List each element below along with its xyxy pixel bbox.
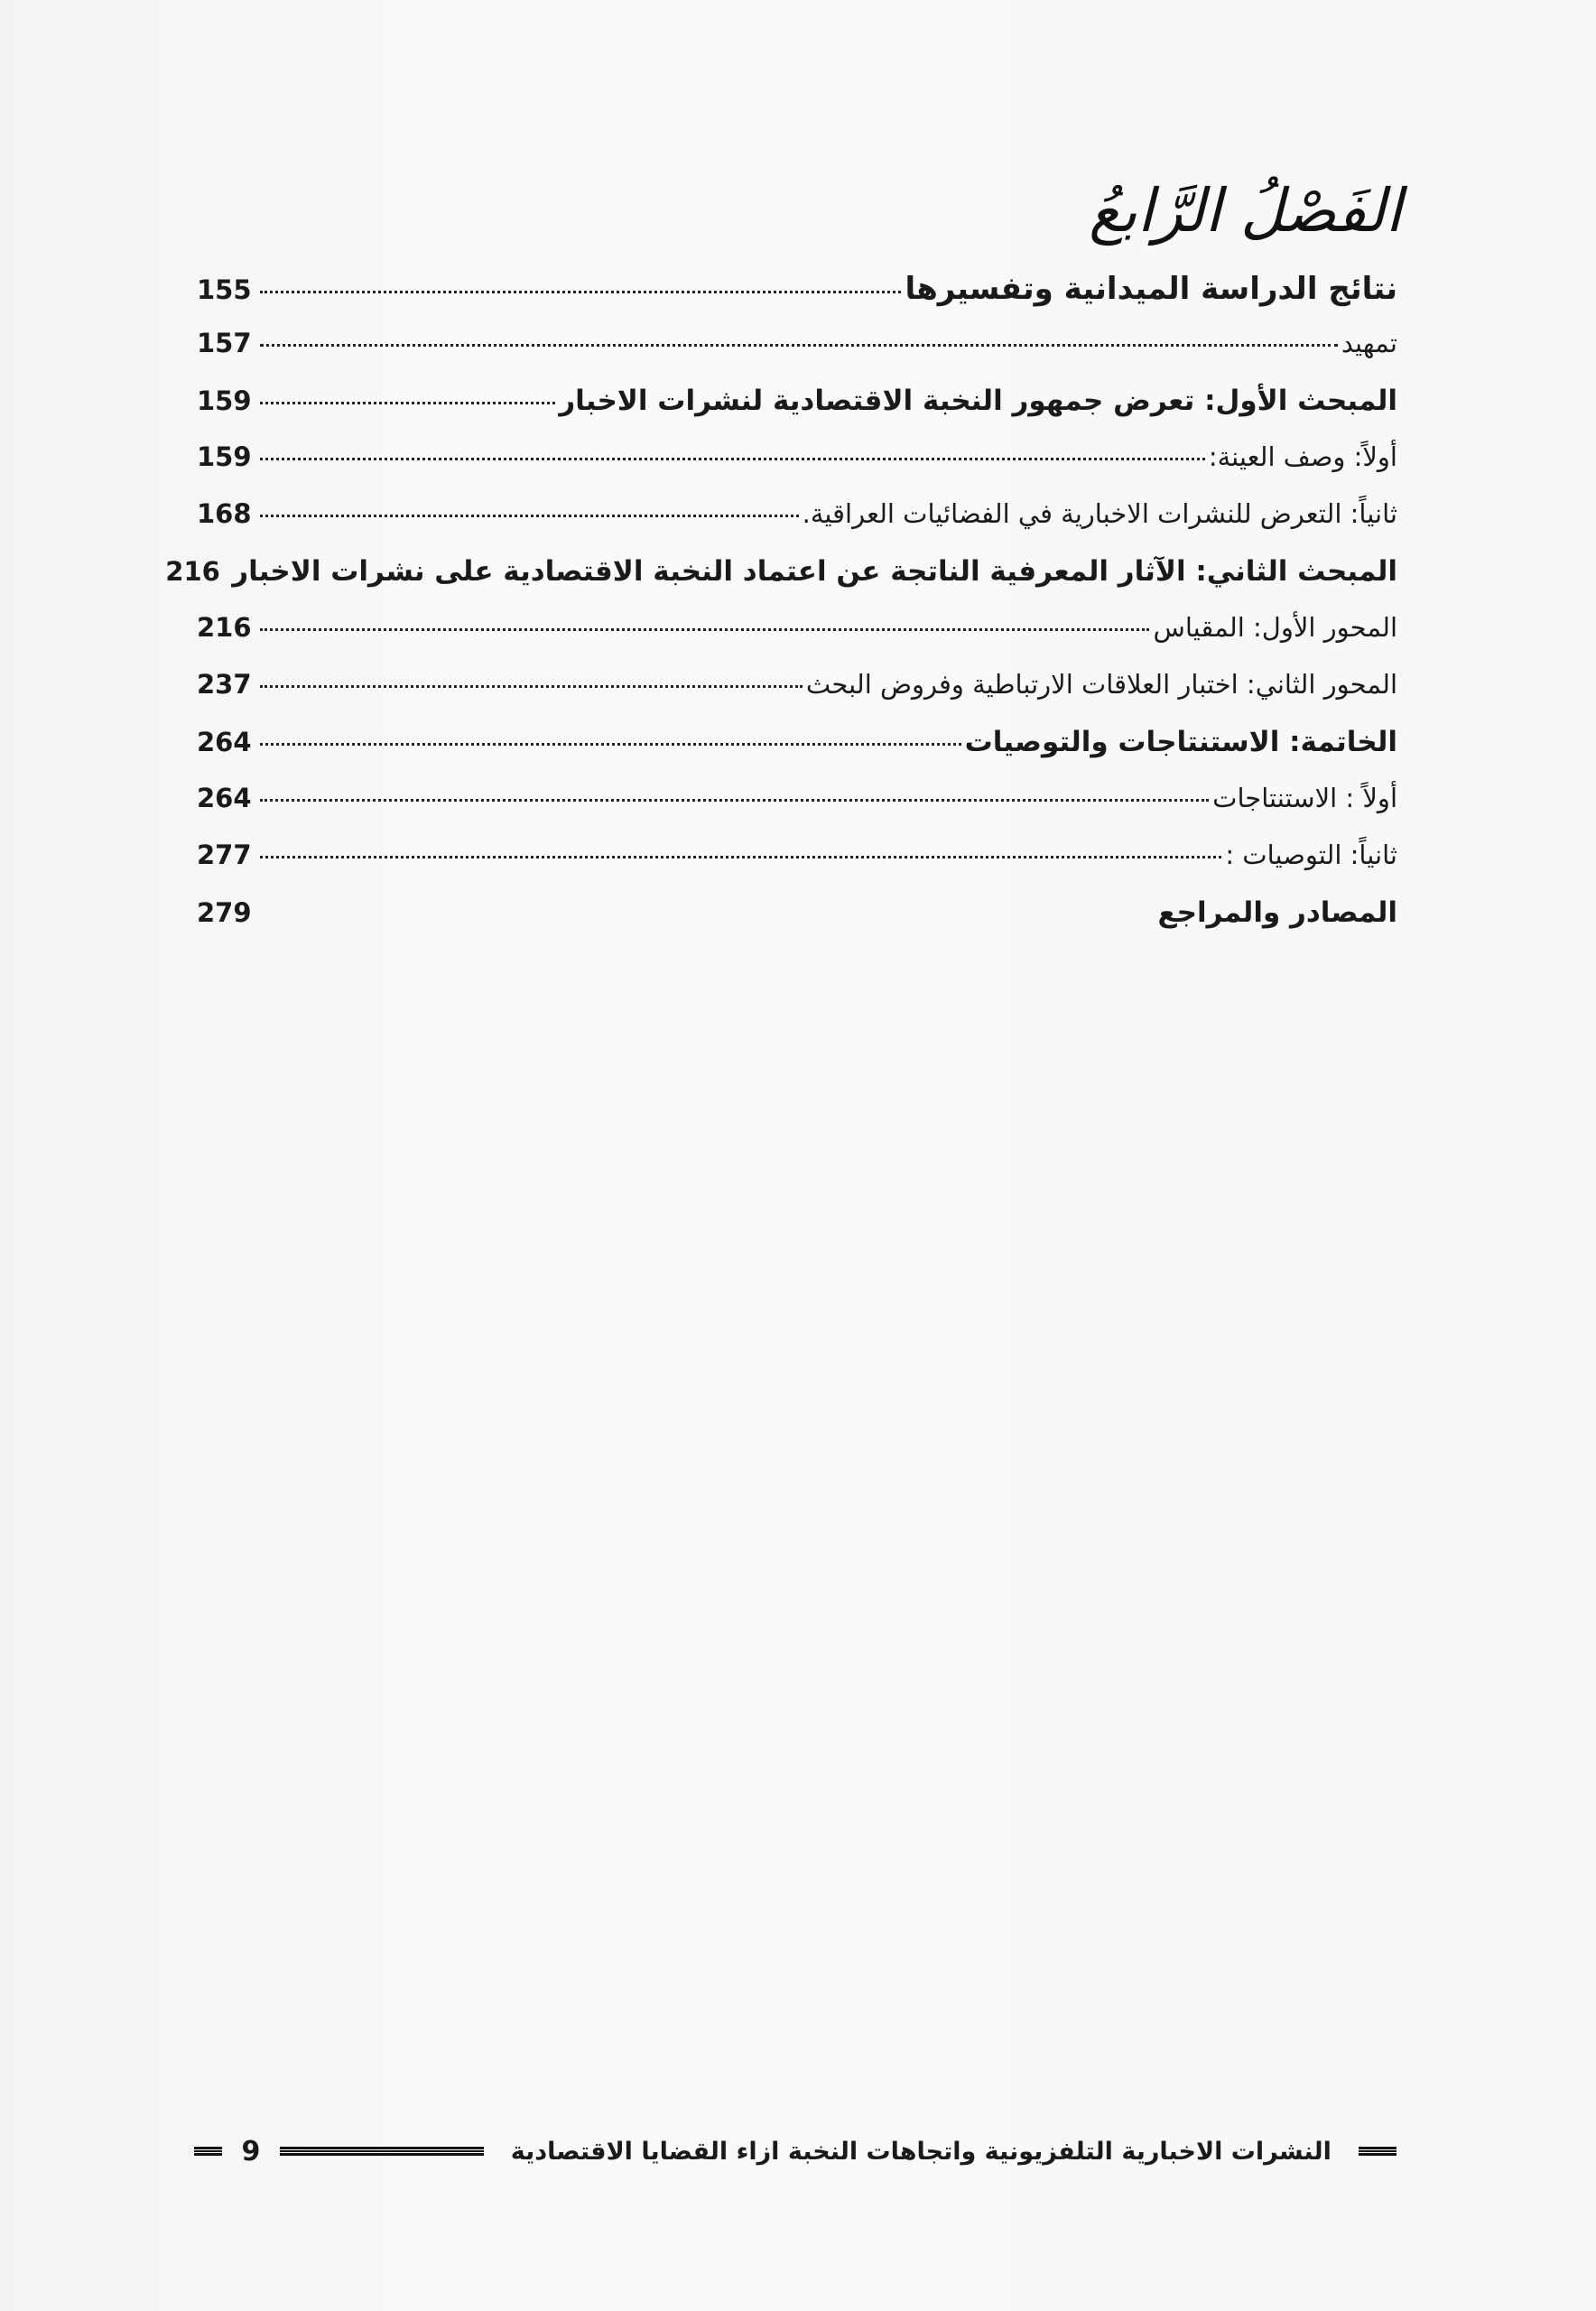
dot-leader xyxy=(260,628,1149,631)
toc-entry-page: 157 xyxy=(197,328,252,358)
toc-entry-title: أولاً : الاستنتاجات xyxy=(1212,783,1397,813)
table-of-contents xyxy=(165,271,1397,953)
toc-entry xyxy=(197,669,1397,726)
dot-leader xyxy=(260,291,901,293)
footer-book-title: النشرات الاخبارية التلفزيونية واتجاهات النخبة ازاء القضايا الاقتصادية xyxy=(510,2137,1332,2166)
footer-page-number: 9 xyxy=(241,2135,261,2167)
toc-entry-page: 159 xyxy=(197,441,252,472)
toc-entry-title: نتائج الدراسة الميدانية وتفسيرها xyxy=(905,271,1397,307)
toc-entry xyxy=(197,726,1397,783)
footer-rule-middle xyxy=(280,2147,483,2156)
toc-entry-page: 237 xyxy=(197,669,252,700)
toc-entry-title: المصادر والمراجع xyxy=(1157,896,1397,929)
page-footer xyxy=(194,2129,1396,2174)
dot-leader xyxy=(260,685,803,688)
toc-entry-title: ثانياً: التوصيات : xyxy=(1225,840,1397,870)
dot-leader xyxy=(260,344,1338,347)
dot-leader xyxy=(260,458,1205,460)
toc-entry-title: أولاً: وصف العينة: xyxy=(1208,441,1397,472)
toc-entry-title: تمهيد xyxy=(1341,328,1397,358)
dot-leader xyxy=(260,402,555,404)
dot-leader xyxy=(260,743,961,746)
toc-entry-page: 168 xyxy=(197,498,252,529)
toc-entry-title: المبحث الثاني: الآثار المعرفية الناتجة عن اعتماد النخبة الاقتصادية على نشرات الاخبار xyxy=(232,555,1397,588)
toc-entry-title: ثانياً: التعرض للنشرات الاخبارية في الفضائيات العراقية. xyxy=(802,498,1397,529)
toc-entry-page: 216 xyxy=(197,612,252,643)
toc-entry-page: 216 xyxy=(165,556,220,587)
toc-entry-title: الخاتمة: الاستنتاجات والتوصيات xyxy=(964,726,1397,758)
dot-leader xyxy=(260,515,799,517)
toc-entry xyxy=(197,840,1397,896)
dot-leader xyxy=(260,856,1221,859)
toc-entry xyxy=(197,441,1397,498)
toc-entry xyxy=(197,385,1397,441)
toc-entry-title: المحور الثاني: اختبار العلاقات الارتباطية وفروض البحث xyxy=(805,669,1397,700)
toc-entry xyxy=(165,555,1397,612)
toc-entry-title: المحور الأول: المقياس xyxy=(1153,612,1397,643)
footer-rule-left xyxy=(194,2147,222,2156)
toc-entry-page: 159 xyxy=(197,385,252,416)
footer-rule-right xyxy=(1359,2147,1396,2156)
toc-entry xyxy=(197,783,1397,840)
toc-entry-page: 155 xyxy=(197,274,252,305)
toc-entry xyxy=(197,612,1397,669)
toc-entry xyxy=(197,896,1397,953)
toc-entry-page: 264 xyxy=(197,727,252,757)
toc-entry xyxy=(197,498,1397,555)
chapter-title: الفَصْلُ الرَّابعُ xyxy=(1089,176,1402,246)
dot-leader xyxy=(260,799,1209,802)
toc-entry-title: المبحث الأول: تعرض جمهور النخبة الاقتصادية لنشرات الاخبار xyxy=(559,385,1397,417)
toc-entry-page: 277 xyxy=(197,840,252,870)
toc-entry-page: 279 xyxy=(197,897,252,928)
toc-entry xyxy=(197,271,1397,328)
toc-entry-page: 264 xyxy=(197,783,252,813)
toc-entry xyxy=(197,328,1397,385)
